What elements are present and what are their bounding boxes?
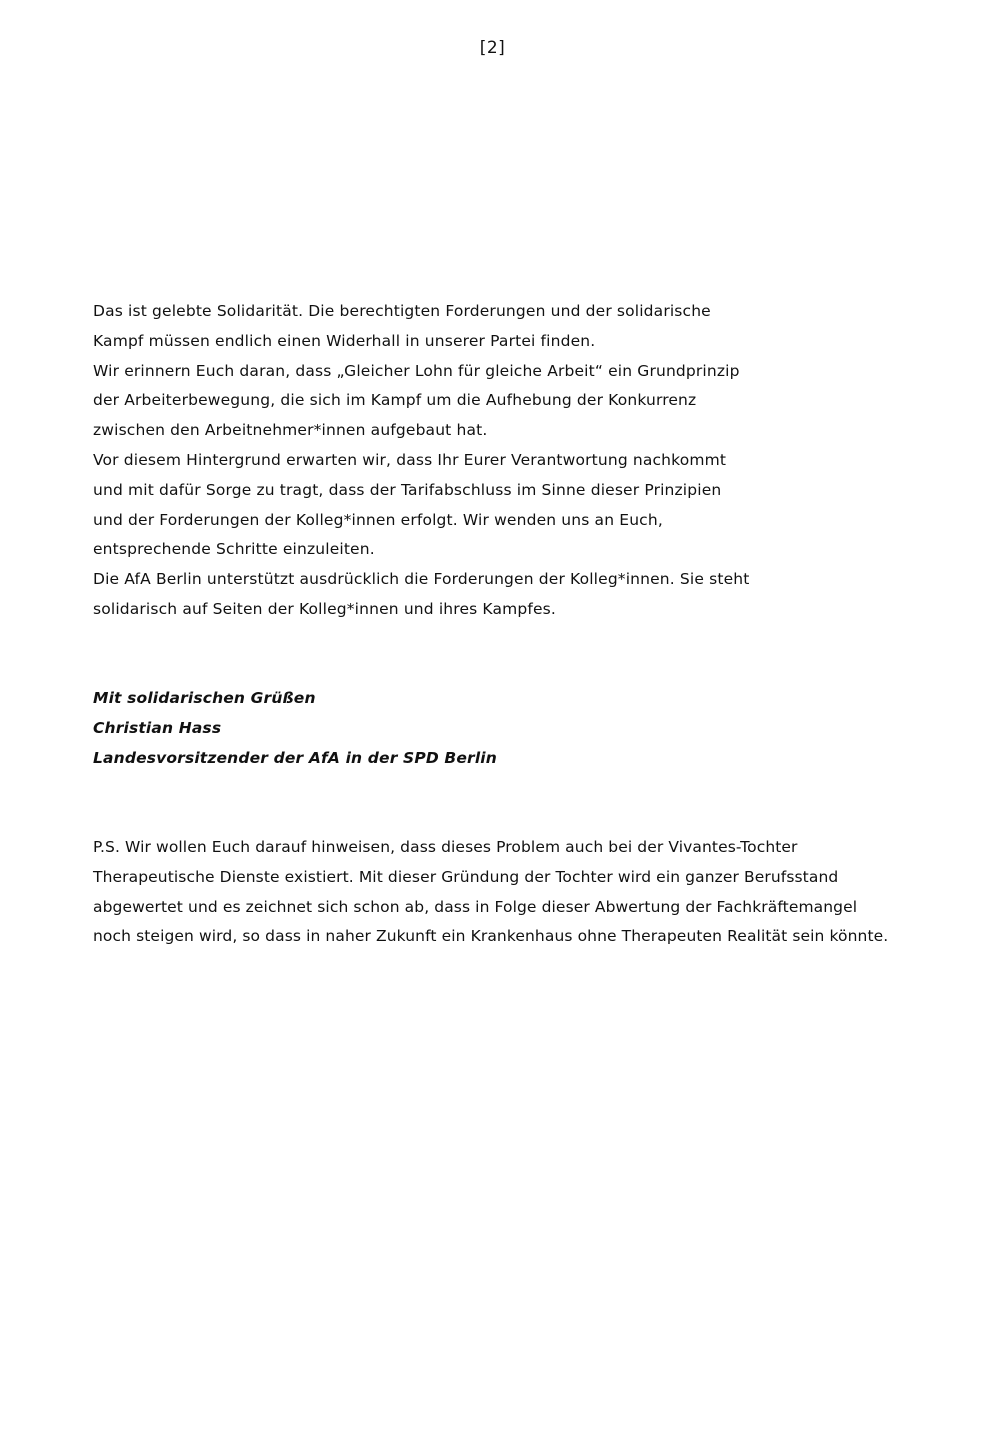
body-line: Vor diesem Hintergrund erwarten wir, dass Ihr Eurer Verantwortung nachkommt: [93, 450, 727, 469]
body-line: zwischen den Arbeitnehmer*innen aufgebaut hat.: [93, 421, 488, 440]
body-line: und mit dafür Sorge zu tragt, dass der Tarifabschluss im Sinne dieser Prinzipien: [93, 480, 722, 499]
body-line: Das ist gelebte Solidarität. Die berechtigten Forderungen und der solidarische: [93, 302, 711, 320]
body-line: und der Forderungen der Kolleg*innen erfolgt. Wir wenden uns an Euch,: [93, 510, 663, 529]
page-number: [2]: [479, 38, 506, 58]
letter-body: [93, 297, 913, 625]
body-line: entsprechende Schritte einzuleiten.: [93, 540, 375, 559]
signature-closing: Mit solidarischen Grüßen: [93, 689, 316, 707]
body-line: der Arbeiterbewegung, die sich im Kampf um die Aufhebung der Konkurrenz: [93, 391, 697, 410]
postscript-line: P.S. Wir wollen Euch darauf hinweisen, dass dieses Problem auch bei der Vivantes-Tochter: [93, 838, 798, 856]
body-line: Kampf müssen endlich einen Widerhall in unserer Partei finden.: [93, 331, 596, 350]
postscript: [93, 833, 913, 952]
body-line: solidarisch auf Seiten der Kolleg*innen und ihres Kampfes.: [93, 599, 556, 618]
signature-block: [93, 684, 913, 773]
postscript-line: abgewertet und es zeichnet sich schon ab, dass in Folge dieser Abwertung der Fachkräftemangel: [93, 897, 858, 916]
signature-role: Landesvorsitzender der AfA in der SPD Berlin: [93, 748, 497, 767]
signature-name: Christian Hass: [93, 718, 222, 737]
postscript-line: noch steigen wird, so dass in naher Zukunft ein Krankenhaus ohne Therapeuten Realität sein könnte.: [93, 927, 889, 946]
body-line: Die AfA Berlin unterstützt ausdrücklich die Forderungen der Kolleg*innen. Sie steht: [93, 570, 750, 589]
postscript-line: Therapeutische Dienste existiert. Mit dieser Gründung der Tochter wird ein ganzer Berufsstand: [93, 867, 839, 886]
body-line: Wir erinnern Euch daran, dass „Gleicher Lohn für gleiche Arbeit“ ein Grundprinzip: [93, 361, 740, 380]
